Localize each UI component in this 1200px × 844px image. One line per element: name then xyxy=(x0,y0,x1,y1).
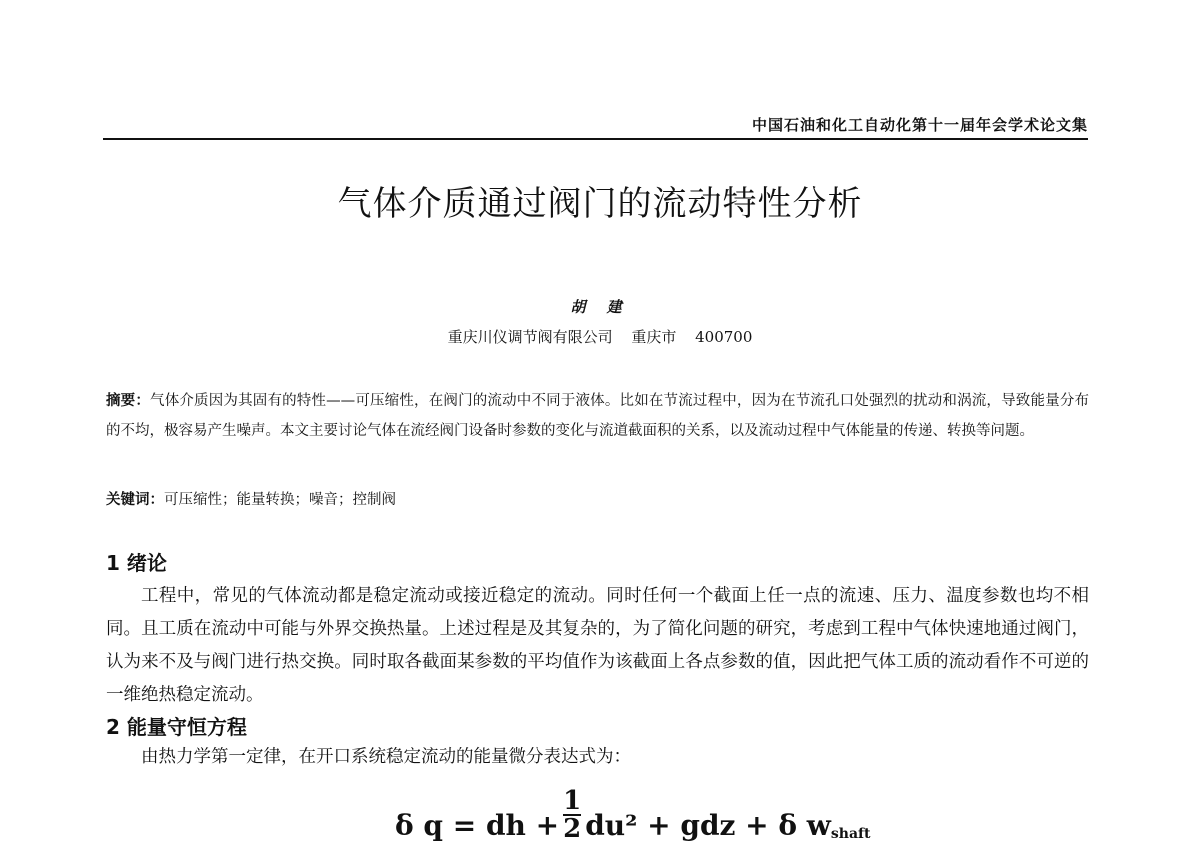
keywords-text: 可压缩性；能量转换；噪音；控制阀 xyxy=(164,492,396,508)
keywords xyxy=(106,488,1089,512)
equation-subscript: shaft xyxy=(830,826,871,842)
equation-lhs: δ q = dh + xyxy=(395,809,560,842)
header-rule xyxy=(103,138,1088,140)
energy-equation xyxy=(395,788,871,842)
equation-rhs: du² + gdz + δ w xyxy=(585,809,831,842)
abstract xyxy=(106,386,1089,446)
fraction-numerator: 1 xyxy=(563,786,582,816)
equation-fraction xyxy=(563,788,581,842)
affiliation: 重庆川仪调节阀有限公司 重庆市 400700 xyxy=(447,328,753,346)
abstract-text: 气体介质因为其固有的特性——可压缩性，在阀门的流动中不同于液体。比如在节流过程中，因为在节流孔口处强烈的扰动和涡流，导致能量分布的不均，极容易产生噪声。本文主要讨论气体在流经阀门设备时参数的变化与流道截面积的关系，以及流动过程中气体能量的传递、转换等问题。 xyxy=(106,393,1089,439)
section-2-paragraph: 由热力学第一定律，在开口系统稳定流动的能量微分表达式为： xyxy=(141,747,631,767)
author: 胡 建 xyxy=(570,298,630,316)
section-1-heading: 1 绪论 xyxy=(106,551,167,575)
keywords-label: 关键词： xyxy=(106,491,164,508)
header-text: 中国石油和化工自动化第十一届年会学术论文集 xyxy=(751,116,1088,134)
section-1-paragraph: 工程中，常见的气体流动都是稳定流动或接近稳定的流动。同时任何一个截面上任一点的流速、压力、温度参数也均不相同。且工质在流动中可能与外界交换热量。上述过程是及其复杂的，为了简化问题的研究，考虑到工程中气体快速地通过阀门，认为来不及与阀门进行热交换。同时取各截面某参数的平均值作为该截面上各点参数的值，因此把气体工质的流动看作不可逆的一维绝热稳定流动。 xyxy=(106,586,1089,705)
fraction-denominator: 2 xyxy=(563,814,582,844)
paper-title: 气体介质通过阀门的流动特性分析 xyxy=(337,184,863,224)
abstract-label: 摘要： xyxy=(106,392,151,409)
section-2-heading: 2 能量守恒方程 xyxy=(106,715,247,739)
